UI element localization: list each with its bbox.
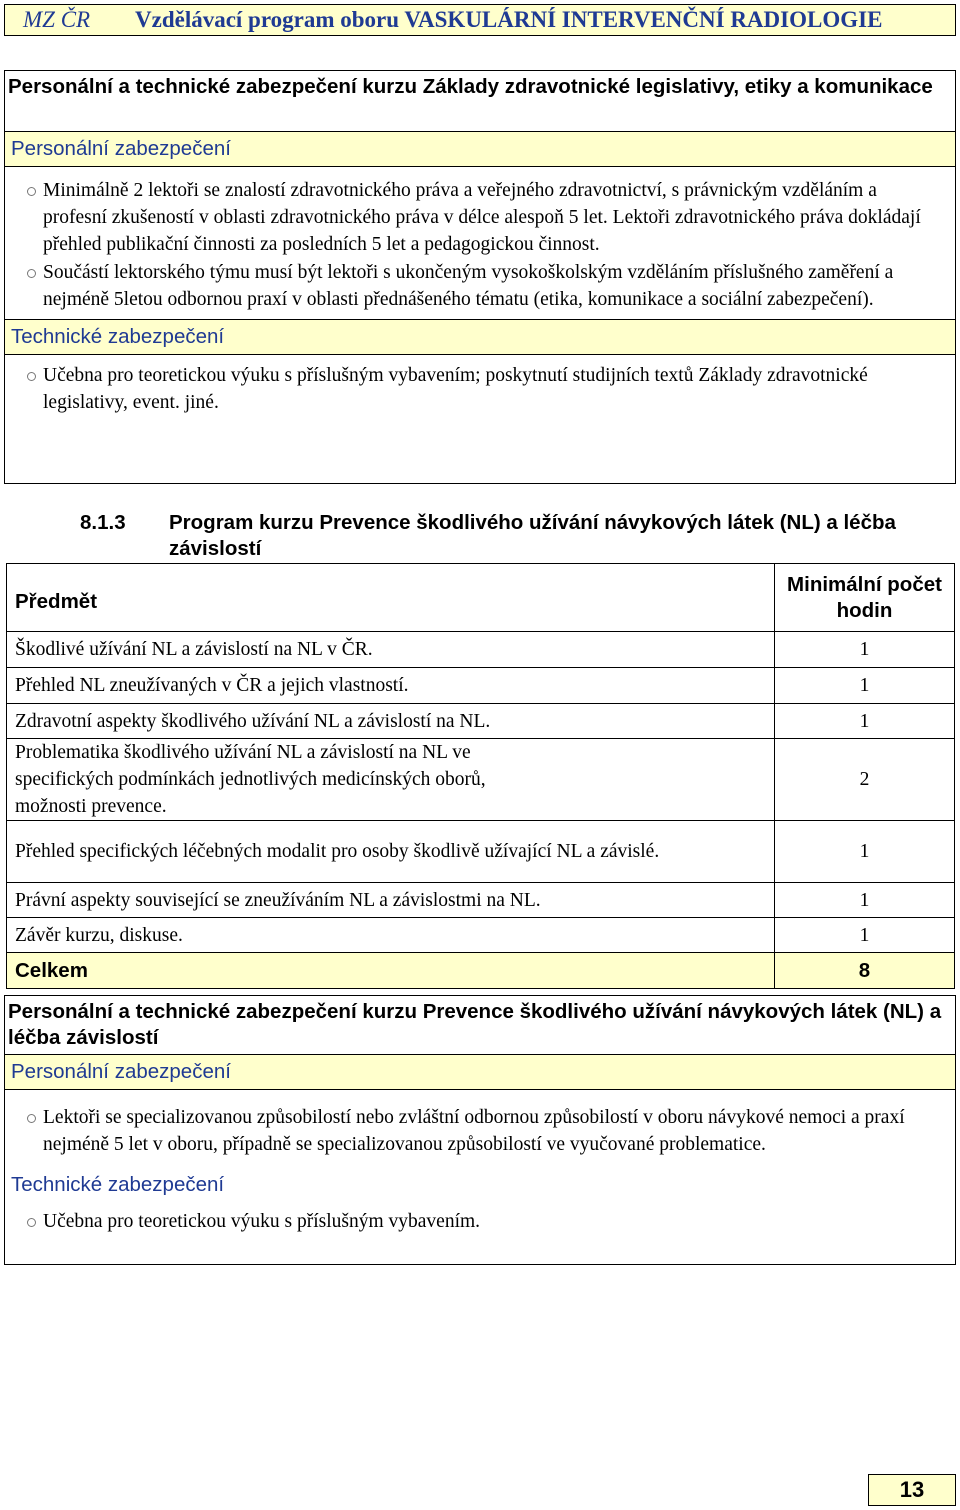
personal-band: Personální zabezpečení xyxy=(5,1054,955,1090)
hours-cell: 1 xyxy=(775,632,955,668)
page-number: 13 xyxy=(868,1474,956,1506)
list-item: Učebna pro teoretickou výuku s příslušným vybavením; poskytnutí studijních textů Základy zdravotnické legislativy, event. jiné. xyxy=(5,362,955,416)
subject-cell: Škodlivé užívání NL a závislostí na NL v ČR. xyxy=(7,632,775,668)
technical-band: Technické zabezpečení xyxy=(5,319,955,355)
hours-cell: 1 xyxy=(775,704,955,739)
technical-label: Technické zabezpečení xyxy=(11,1173,225,1196)
technical-subheading xyxy=(5,1158,955,1198)
total-hours: 8 xyxy=(775,953,955,989)
header-title: Vzdělávací program oboru VASKULÁRNÍ INTERVENČNÍ RADIOLOGIE xyxy=(135,7,883,32)
personal-list xyxy=(5,177,955,313)
list-item: Učebna pro teoretickou výuku s příslušným vybavením. xyxy=(5,1208,955,1235)
table-row xyxy=(7,704,955,739)
subject-cell: Přehled NL zneužívaných v ČR a jejich vlastností. xyxy=(7,668,775,704)
list-item: Minimálně 2 lektoři se znalostí zdravotnického práva a veřejného zdravotnictví, s právnickým vzděláním a profesní zkušeností v oblasti zdravotnického práva v délce alespoň 5 let. Lektoři zdravotnického práva dokládají přehled publikační činnosti za posledních 5 let a pedagogickou činnost. xyxy=(5,177,955,258)
subject-cell: Problematika škodlivého užívání NL a závislostí na NL ve specifických podmínkách jednotlivých medicínských oborů, možnosti prevence. xyxy=(7,739,775,821)
technical-list xyxy=(5,362,955,416)
section-heading: Personální a technické zabezpečení kurzu Prevence škodlivého užívání návykových látek (NL) a léčba závislostí xyxy=(8,1000,942,1049)
table-row xyxy=(7,821,955,883)
hours-cell: 1 xyxy=(775,883,955,918)
program-number: 8.1.3 xyxy=(80,511,126,534)
table-row xyxy=(7,883,955,918)
table-row xyxy=(7,632,955,668)
program-title: Program kurzu Prevence škodlivého užívání návykových látek (NL) a léčba závislostí xyxy=(169,511,896,560)
total-label: Celkem xyxy=(7,953,775,989)
hours-cell: 1 xyxy=(775,821,955,883)
section-prevention xyxy=(4,995,956,1265)
hours-cell: 1 xyxy=(775,918,955,953)
technical-list xyxy=(5,1208,955,1235)
table-row xyxy=(7,918,955,953)
hours-cell: 2 xyxy=(775,739,955,821)
subject-cell: Právní aspekty související se zneužíváním NL a závislostmi na NL. xyxy=(7,883,775,918)
subject-cell: Přehled specifických léčebných modalit pro osoby škodlivě užívající NL a závislé. xyxy=(7,821,775,883)
list-item: Lektoři se specializovanou způsobilostí nebo zvláštní odbornou způsobilostí v oboru návykové nemoci a praxí nejméně 5 let v oboru, případně se specializovanou způsobilostí ve vyučované problematice. xyxy=(5,1104,955,1158)
personal-list xyxy=(5,1104,955,1158)
page-header xyxy=(4,4,956,36)
list-item: Součástí lektorského týmu musí být lektoři s ukončeným vysokoškolským vzděláním příslušného zaměření a nejméně 5letou odbornou praxí v oblasti přednášeného tématu (etika, komunikace a sociální zabezpečení). xyxy=(5,259,955,313)
section-legislation xyxy=(4,70,956,484)
subject-cell: Zdravotní aspekty škodlivého užívání NL a závislostí na NL. xyxy=(7,704,775,739)
table-row xyxy=(7,668,955,704)
subject-cell: Závěr kurzu, diskuse. xyxy=(7,918,775,953)
column-header-hours: Minimální počet hodin xyxy=(775,564,955,632)
program-table xyxy=(6,563,955,989)
total-row xyxy=(7,953,955,989)
table-row xyxy=(7,739,955,821)
table-header-row xyxy=(7,564,955,632)
section-heading: Personální a technické zabezpečení kurzu Základy zdravotnické legislativy, etiky a komunikace xyxy=(8,75,933,98)
column-header-subject: Předmět xyxy=(7,564,775,632)
header-code: MZ ČR xyxy=(23,7,91,32)
hours-cell: 1 xyxy=(775,668,955,704)
personal-band: Personální zabezpečení xyxy=(5,131,955,167)
